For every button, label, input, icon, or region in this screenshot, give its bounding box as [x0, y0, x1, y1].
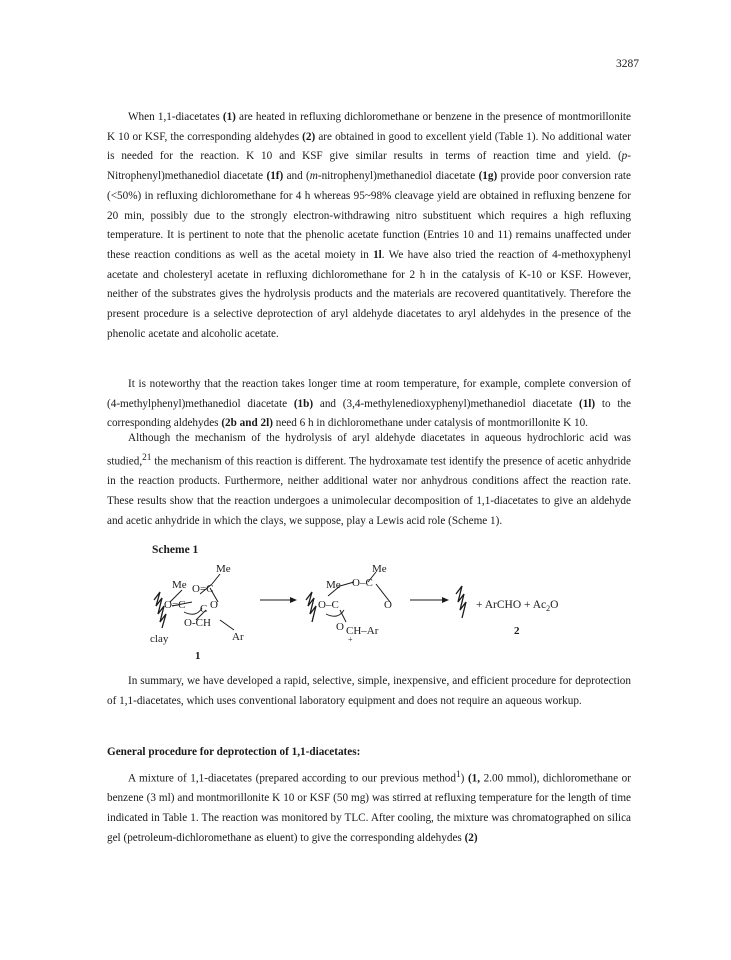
clay-surface-3	[456, 586, 466, 618]
arrowhead	[290, 597, 297, 603]
bond	[220, 620, 234, 630]
och-label: O-CH	[184, 617, 211, 629]
reaction-scheme-svg	[140, 562, 590, 662]
text-run: to the corresponding aldehydes	[107, 397, 631, 430]
products-text: + ArCHO + Ac	[476, 599, 547, 611]
text-run: A mixture of 1,1-diacetates (prepared according to our previous method	[128, 772, 456, 785]
text-run: and (	[283, 170, 310, 183]
clay-label: clay	[150, 633, 169, 645]
methyl-label: Me	[216, 563, 231, 575]
paragraph-5-text	[107, 766, 631, 849]
paragraph-4-text: In summary, we have developed a rapid, selective, simple, inexpensive, and efficient procedure for deprotection of 1,1-diacetates, which uses conventional laboratory equipment and does not require an aqueous workup.	[107, 675, 631, 707]
text-run: -nitrophenyl)methanediol diacetate	[317, 170, 479, 183]
paragraph-4	[107, 672, 631, 711]
compound-ref: 1l	[373, 248, 382, 261]
compound-ref: (2)	[464, 831, 478, 844]
atom-label: O	[210, 599, 218, 611]
text-run: 2.00 mmol), dichloromethane or benzene (3 ml) and montmorillonite K 10 or KSF (50 mg) was stirred at refluxing temperature for the length of time indicated in Table 1. The reaction was monitored by TLC. After cooling, the mixture was chromatographed on silica gel (petroleum-dichloromethane as eluent) to give the corresponding aldehydes	[107, 772, 631, 844]
compound-number-2: 2	[514, 625, 520, 637]
compound-number-1: 1	[195, 650, 201, 662]
methyl-label: Me	[326, 579, 341, 591]
ch-ar-label: CH–Ar	[346, 625, 379, 637]
methyl-label: Me	[372, 563, 387, 575]
paragraph-5	[107, 766, 631, 849]
compound-ref: (2)	[302, 130, 316, 143]
compound-ref: (1)	[222, 111, 236, 123]
text-run: -Nitrophenyl)methanediol diacetate	[107, 150, 631, 183]
paragraph-1	[107, 108, 631, 344]
atom-label: O	[384, 599, 392, 611]
compound-ref: (1b)	[293, 397, 314, 410]
text-run: Although the mechanism of the hydrolysis of aryl aldehyde diacetates in aqueous hydrochloric acid was studied,	[107, 432, 631, 468]
atom-label: O=C	[192, 583, 214, 595]
compound-ref: (1l)	[578, 397, 596, 410]
methyl-label: Me	[172, 579, 187, 591]
atom-label: O–C	[352, 577, 373, 589]
ac2o-subscript: 2	[546, 604, 551, 613]
section-heading: General procedure for deprotection of 1,1-diacetates:	[107, 746, 361, 758]
scheme-1-diagram	[140, 562, 590, 662]
atom-label: O	[336, 621, 344, 633]
text-run: . We have also tried the reaction of 4-methoxyphenyl acetate and cholesteryl acetate in refluxing dichloromethane for 2 h in the catalysis of K-10 or KSF. However, neither of the substrates gives the hydrolysis products and the materials are recovered quantitatively. Therefore the present procedure is a selective deprotection of aryl aldehyde diacetates to aryl aldehydes in the presence of the phenolic acetate and alcoholic acetate.	[107, 248, 632, 340]
text-run: need 6 h in dichloromethane under catalysis of montmorillonite K 10.	[272, 417, 588, 430]
paragraph-1-text	[107, 108, 631, 344]
clay-surface-2	[306, 592, 316, 622]
text-run: and (3,4-methylenedioxyphenyl)methanediol diacetate	[313, 397, 579, 410]
paragraph-3	[107, 429, 631, 531]
arrowhead	[442, 597, 449, 603]
text-run: It is noteworthy that the reaction takes longer time at room temperature, for example, complete conversion of (4-methylphenyl)methanediol diacetate	[107, 378, 631, 410]
reference-superscript: 21	[142, 452, 152, 463]
text-run: When 1,1-diacetates	[128, 111, 223, 123]
paragraph-3-text	[107, 429, 631, 531]
text-run: provide poor conversion rate (<50%) in refluxing dichloromethane for 4 h whereas 95~98% cleavage yield are obtained in refluxing benzene for 20 min, possibly due to the strongly electron-withdrawing nitro substituent which requires a high refluxing temperature. It is pertinent to note that the phenolic acetate function (Entries 10 and 11) remains unaffected under these reaction conditions as well as the acetal moiety in	[107, 170, 631, 261]
reference-superscript: 1	[456, 770, 461, 780]
ac2o-oxygen: O	[550, 599, 559, 611]
compound-ref: (1f)	[266, 170, 284, 183]
compound-ref: (2b and 2l)	[221, 417, 273, 430]
paragraph-2	[107, 375, 631, 434]
italic-prefix: m	[309, 170, 318, 183]
paragraph-2-text	[107, 375, 631, 434]
positive-charge: +	[348, 635, 353, 644]
compound-ref: (1,	[467, 772, 481, 785]
text-run: )	[460, 772, 468, 785]
atom-label: O=C	[164, 599, 186, 611]
text-run: are heated in refluxing dichloromethane or benzene in the presence of montmorillonite K 10 or KSF, the corresponding aldehydes	[107, 111, 631, 143]
italic-prefix: p	[621, 150, 628, 163]
text-run: are obtained in good to excellent yield (Table 1). No additional water is needed for the reaction. K 10 and KSF give similar results in terms of reaction time and yield. (	[107, 130, 631, 163]
text-run: the mechanism of this reaction is different. The hydroxamate test identify the presence of acetic anhydride in the reaction products. Furthermore, neither additional water nor anhydrous conditions affect the reaction rate. These results show that the reaction undergoes a unimolecular decomposition of 1,1-diacetates to give an aldehyde and acetic anhydride in which the clays, we suppose, play a Lewis acid role (Scheme 1).	[107, 455, 631, 527]
atom-label: O–C	[318, 599, 339, 611]
page-number: 3287	[616, 58, 639, 70]
scheme-title: Scheme 1	[152, 544, 199, 556]
aryl-label: Ar	[232, 631, 244, 643]
atom-label: C	[200, 603, 208, 615]
compound-ref: (1g)	[478, 170, 498, 183]
products-label	[476, 599, 558, 613]
